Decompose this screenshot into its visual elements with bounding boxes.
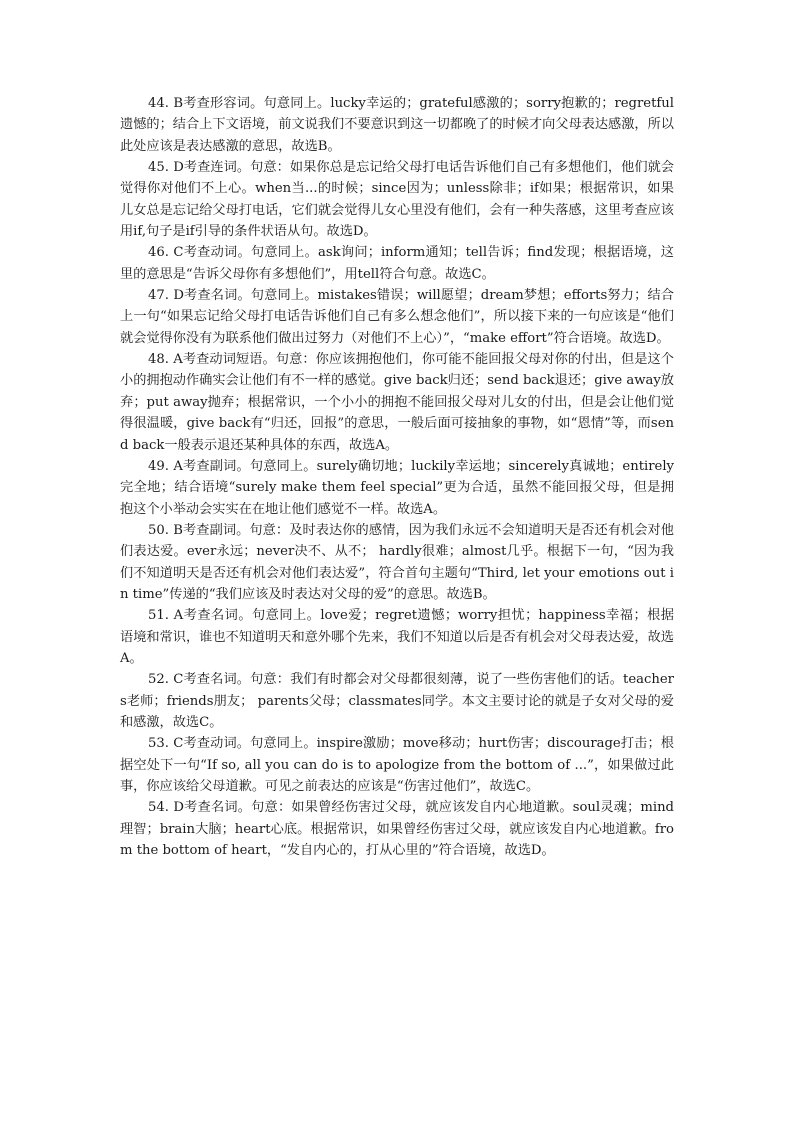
explanation-47: 47. D考查名词。句意同上。mistakes错误；will愿望；dream梦想；efforts努力；结合上一句“如果忘记给父母打电话告诉他们自己有多么想念他们”，所以接下来的一句应该是“他们就会觉得你没有为联系他们做出过努力（对他们不上心）”，“make effort”符合语境。故选D。: [120, 288, 674, 346]
explanation-49: 49. A考查副词。句意同上。surely确切地；luckily幸运地；sincerely真诚地；entirely完全地；结合语境“surely make them feel special”更为合适，虽然不能回报父母，但是拥抱这个小举动会实实在在地让他们感觉不一样。故选A。: [120, 458, 674, 517]
explanation-46: 46. C考查动词。句意同上。ask询问；inform通知；tell告诉；find发现；根据语境，这里的意思是“告诉父母你有多想他们”，用tell符合句意。故选C。: [120, 245, 674, 282]
explanation-44: 44. B考查形容词。句意同上。lucky幸运的；grateful感激的；sorry抱歉的；regretful遗憾的；结合上下文语境，前文说我们不要意识到这一切都晚了的时候才向父母表达感激，所以此处应该是表达感激的意思，故选B。: [120, 96, 674, 154]
explanation-53: 53. C考查动词。句意同上。inspire激励；move移动；hurt伤害；discourage打击；根据空处下一句“If so, all you can do is to apologize from the bottom of ...”，如果做过此事，你应该给父母道歉。可见之前表达的应该是“伤害过他们”，故选C。: [120, 736, 674, 794]
explanation-54: 54. D考查名词。句意：如果曾经伤害过父母，就应该发自内心地道歉。soul灵魂；mind理智；brain大脑；heart心底。根据常识，如果曾经伤害过父母，就应该发自内心地道歉。from the bottom of heart，“发自内心的，打从心里的”符合语境，故选D。: [120, 800, 674, 859]
explanation-51: 51. A考查名词。句意同上。love爱；regret遗憾；worry担忧；happiness幸福；根据语境和常识，谁也不知道明天和意外哪个先来，我们不知道以后是否有机会对父母表达爱，故选A。: [120, 608, 674, 666]
explanation-48: 48. A考查动词短语。句意：你应该拥抱他们，你可能不能回报父母对你的付出，但是这个小的拥抱动作确实会让他们有不一样的感觉。give back归还；send back退还；give away放弃；put away抛弃；根据常识，一个小小的拥抱不能回报父母对儿女的付出，但是会让他们觉得很温暖，give back有“归还，回报”的意思，一般后面可接抽象的事物，如“恩情”等，而send back一般表示退还某种具体的东西，故选A。: [120, 352, 674, 453]
answer-explanations: [120, 93, 674, 861]
explanation-50: 50. B考查副词。句意：及时表达你的感情，因为我们永远不会知道明天是否还有机会对他们表达爱。ever永远；never决不、从不； hardly很难；almost几乎。根据下一句，“因为我们不知道明天是否还有机会对他们表达爱”，符合首句主题句“Third, let your emotions out in time”传递的“我们应该及时表达对父母的爱”的意思。故选B。: [120, 522, 674, 602]
explanation-45: 45. D考查连词。句意：如果你总是忘记给父母打电话告诉他们自己有多想他们，他们就会觉得你对他们不上心。when当...的时候；since因为；unless除非；if如果；根据常识，如果儿女总是忘记给父母打电话，它们就会觉得儿女心里没有他们，会有一种失落感，这里考查应该用if,句子是if引导的条件状语从句。故选D。: [120, 160, 674, 240]
explanation-52: 52. C考查名词。句意：我们有时都会对父母都很刻薄，说了一些伤害他们的话。teachers老师；friends朋友； parents父母；classmates同学。本文主要讨论的就是子女对父母的爱和感激，故选C。: [120, 672, 674, 730]
